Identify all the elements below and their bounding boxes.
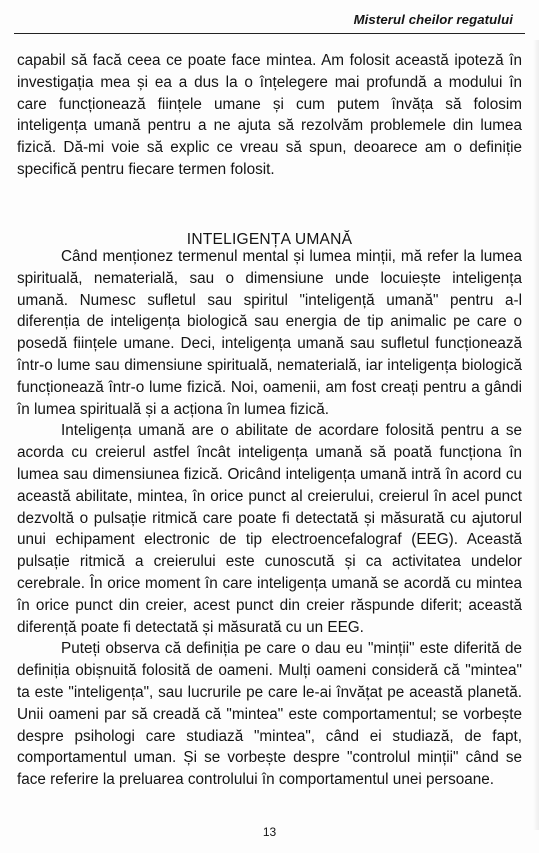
running-header: Misterul cheilor regatului [353, 12, 513, 27]
section-body [17, 246, 522, 791]
header-rule [14, 33, 525, 34]
section-paragraph-3: Puteți observa că definiția pe care o dau eu "minții" este diferită de definiția obișnuită folosită de oameni. Mulți oameni consideră că "mintea" ta este "inteligența", sau lucrurile pe care le-ai învățat pe această planetă. Unii oameni par să creadă că "mintea" este comportamentul; se vorbește despre psihologi care studiază "mintea", când ei studiază, de fapt, comportamentul uman. Și se vorbește despre "controlul minții" când se face referire la preluarea controlului în comportamentul unei persoane. [17, 640, 522, 789]
scan-edge-shadow [533, 40, 539, 830]
section-paragraph-1: Când menționez termenul mental și lumea minții, mă refer la lumea spirituală, nematerială, sau o dimensiune unde locuiește inteligența umană. Numesc sufletul sau spiritul "inteligență umană" pentru a-l diferenția de inteligența biologică sau energia de tip animalic pe care o posedă ființele umane. Deci, inteligența umană sau sufletul funcționează într-o lume sau dimensiune spirituală, nematerială, iar inteligența biologică funcționează într-o lume fizică. Noi, oamenii, am fost creați pentru a gândi în lumea spirituală și a acționa în lumea fizică. [17, 248, 522, 418]
section-title: INTELIGENȚA UMANĂ [186, 231, 353, 248]
section-paragraph-2: Inteligența umană are o abilitate de acordare folosită pentru a se acorda cu creierul astfel încât inteligența umană să poată funcționa în lumea sau dimensiunea fizică. Oricând inteligența umană intră în acord cu această abilitate, mintea, în orice punct al creierului, creierul în acel punct dezvoltă o pulsație ritmică care poate fi detectată și măsurată cu ajutorul unui echipament electronic de tip electroencefalograf (EEG). Această pulsație ritmică a creierului este cunoscută și ca activitatea undelor cerebrale. În orice moment în care inteligența umană se acordă cu mintea în orice punct din creier, acest punct din creier răspunde diferit; această diferență poate fi detectată și măsurată cu un EEG. [17, 422, 522, 636]
intro-paragraph: capabil să facă ceea ce poate face mintea. Am folosit această ipoteză în investigația mea și ea a dus la o înțelegere mai profundă a modului în care funcționează ființele umane și cum putem învăța să folosim inteligența umană pentru a ne ajuta să rezolvăm problemele din lumea fizică. Dă-mi voie să explic ce vreau să spun, deoarece am o definiție specifică pentru fiecare termen folosit. [17, 52, 522, 178]
page-number: 13 [262, 825, 277, 839]
